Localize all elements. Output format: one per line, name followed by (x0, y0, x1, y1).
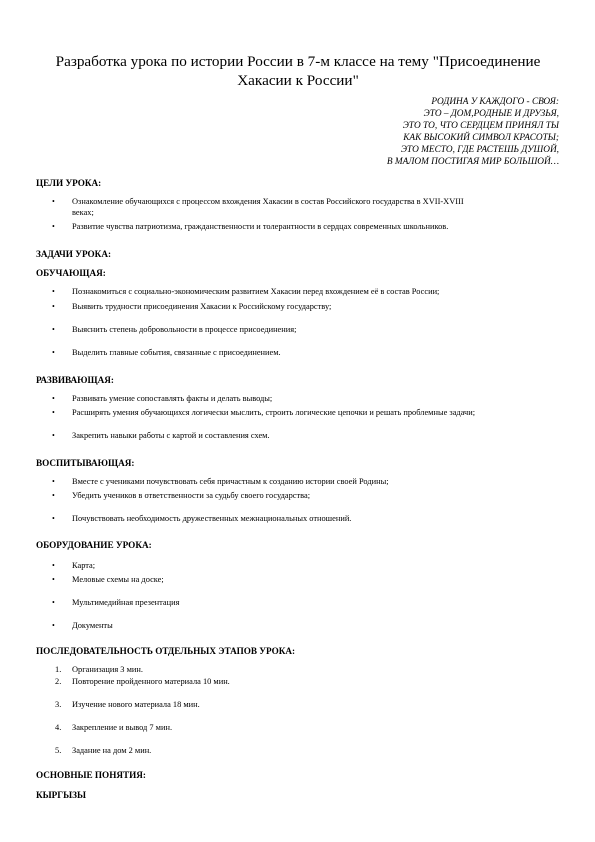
equipment-item: Мультимедийная презентация (72, 598, 180, 607)
stages-heading: ПОСЛЕДОВАТЕЛЬНОСТЬ ОТДЕЛЬНЫХ ЭТАПОВ УРОКА: (36, 646, 296, 656)
epigraph-line: РОДИНА У КАЖДОГО - СВОЯ: (431, 97, 559, 107)
developing-item: Расширять умения обучающихся логически мыслить, строить логические цепочки и решать проблемные задачи; (72, 408, 476, 417)
goals-item: Ознакомление обучающихся с процессом вхождения Хакасии в состав Российского государства в XVII-XVIII (72, 197, 464, 206)
stage-number: 5. (55, 746, 62, 755)
bullet-icon: • (52, 561, 55, 570)
stage-number: 1. (55, 665, 62, 674)
bullet-icon: • (52, 222, 55, 231)
teaching-item: Выявить трудности присоединения Хакасии к Российскому государству; (72, 302, 332, 311)
bullet-icon: • (52, 514, 55, 523)
bullet-icon: • (52, 491, 55, 500)
page-title (28, 52, 568, 90)
bullet-icon: • (52, 325, 55, 334)
epigraph-line: КАК ВЫСОКИЙ СИМВОЛ КРАСОТЫ; (403, 133, 559, 144)
epigraph-line: В МАЛОМ ПОСТИГАЯ МИР БОЛЬШОЙ… (386, 157, 559, 168)
epigraph-line: ЭТО МЕСТО, ГДЕ РАСТЕШЬ ДУШОЙ, (400, 145, 559, 156)
developing-item: Закрепить навыки работы с картой и составления схем. (72, 431, 270, 440)
epigraph (387, 96, 559, 169)
stage-item: Организация 3 мин. (72, 665, 143, 674)
teaching-item: Выяснить степень добровольности в процессе присоединения; (72, 325, 297, 334)
educating-item: Вместе с учениками почувствовать себя причастным к созданию истории своей Родины; (72, 477, 389, 486)
bullet-icon: • (52, 431, 55, 440)
bullet-icon: • (52, 575, 55, 584)
stage-item: Повторение пройденного материала 10 мин. (72, 677, 230, 686)
bullet-icon: • (52, 287, 55, 296)
bullet-icon: • (52, 621, 55, 630)
developing-heading: РАЗВИВАЮЩАЯ: (36, 375, 114, 385)
stage-item: Закрепление и вывод 7 мин. (72, 723, 173, 732)
stage-item: Изучение нового материала 18 мин. (72, 700, 200, 709)
educating-heading: ВОСПИТЫВАЮЩАЯ: (36, 458, 135, 468)
teaching-heading: ОБУЧАЮЩАЯ: (36, 268, 106, 278)
stage-number: 2. (55, 677, 62, 686)
title-line-2: Хакасии к России" (237, 72, 359, 89)
bullet-icon: • (52, 394, 55, 403)
stage-item: Задание на дом 2 мин. (72, 746, 152, 755)
epigraph-line: ЭТО ТО, ЧТО СЕРДЦЕМ ПРИНЯЛ ТЫ (402, 121, 559, 132)
title-line-1: Разработка урока по истории России в 7-м классе на тему "Присоединение (55, 53, 541, 70)
bullet-icon: • (52, 477, 55, 486)
goals-heading: ЦЕЛИ УРОКА: (36, 178, 102, 188)
equipment-item: Меловые схемы на доске; (72, 575, 164, 584)
tasks-heading: ЗАДАЧИ УРОКА: (36, 249, 112, 259)
bullet-icon: • (52, 302, 55, 311)
concepts-heading: ОСНОВНЫЕ ПОНЯТИЯ: (36, 770, 146, 780)
stage-number: 4. (55, 723, 62, 732)
educating-item: Почувствовать необходимость дружественных межнациональных отношений. (72, 514, 352, 523)
teaching-item: Познакомиться с социально-экономическим развитием Хакасии перед вхождением её в состав России; (72, 287, 440, 296)
goals-item: Развитие чувства патриотизма, гражданственности и толерантности в сердцах современных школьников. (72, 222, 449, 231)
bullet-icon: • (52, 598, 55, 607)
equipment-item: Карта; (72, 561, 96, 570)
teaching-item: Выделить главные события, связанные с присоединением. (72, 348, 281, 357)
bullet-icon: • (52, 408, 55, 417)
developing-item: Развивать умение сопоставлять факты и делать выводы; (72, 394, 273, 403)
bullet-icon: • (52, 197, 55, 206)
equipment-item: Документы (72, 621, 113, 630)
equipment-heading: ОБОРУДОВАНИЕ УРОКА: (36, 540, 152, 550)
stage-number: 3. (55, 700, 62, 709)
educating-item: Убедить учеников в ответственности за судьбу своего государства; (72, 491, 311, 500)
kyrgyz-heading: КЫРГЫЗЫ (36, 790, 87, 800)
bullet-icon: • (52, 348, 55, 357)
goals-item-continuation: веках; (72, 208, 94, 217)
epigraph-line: ЭТО – ДОМ,РОДНЫЕ И ДРУЗЬЯ, (423, 109, 559, 120)
